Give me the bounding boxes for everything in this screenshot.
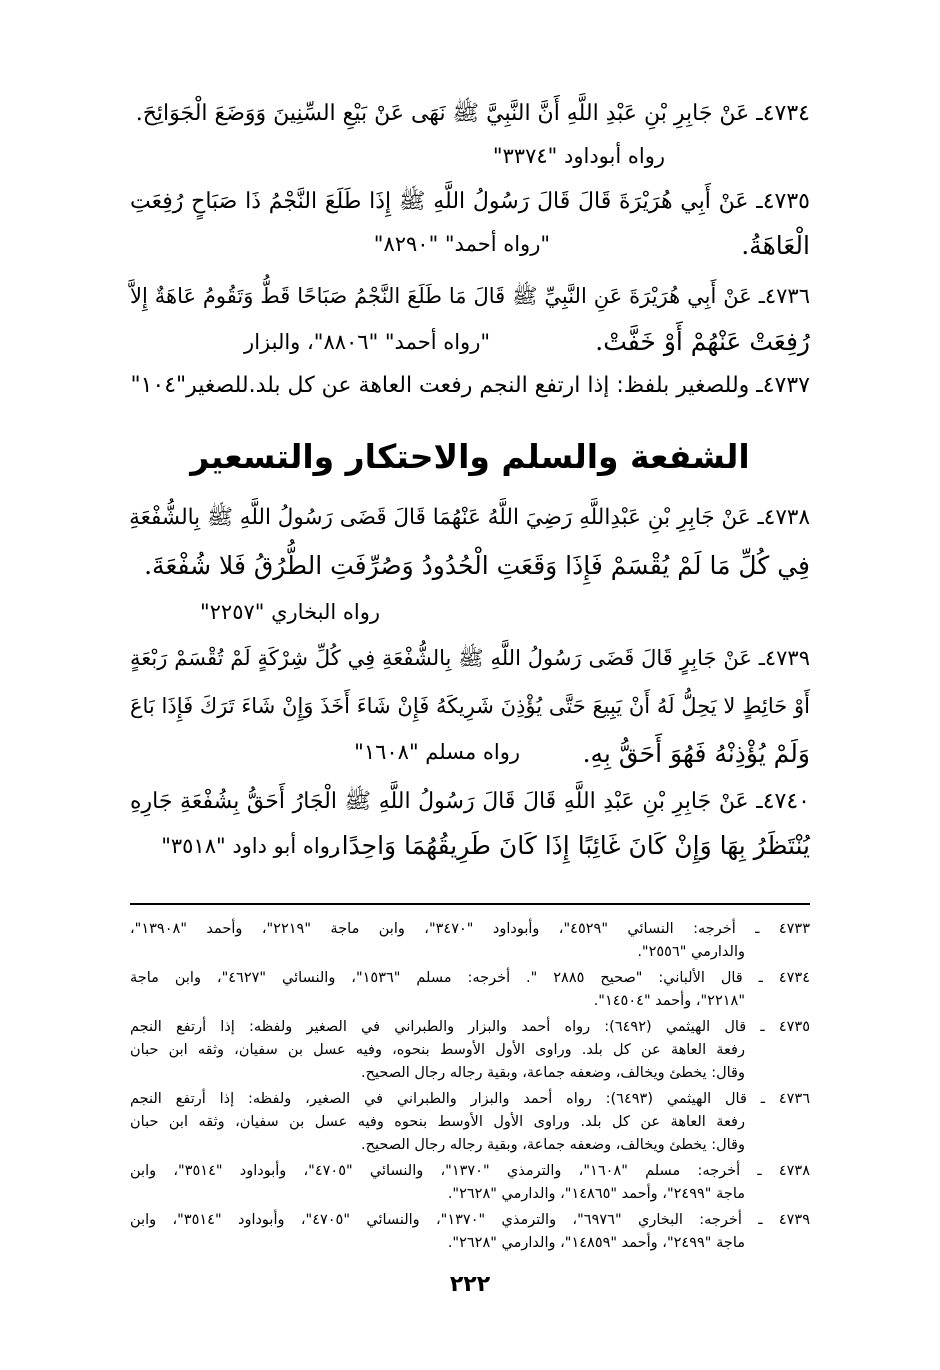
footnote-4738-line-2: ماجة "٢٤٩٩"، وأحمد "١٤٨٦٥"، والدارمي "٢٦٢٨". (447, 1186, 745, 1202)
hadith-4736-line-2: رُفِعَتْ عَنْهُمْ أَوْ خَفَّتْ. (595, 327, 810, 356)
hadith-4738-line-2: فِي كُلِّ مَا لَمْ يُقْسَمْ فَإِذَا وَقَعَتِ الْحُدُودُ وَصُرِّفَتِ الطُّرُقُ فَلا شُفْعَةَ. (144, 551, 810, 580)
footnote-4738-line-1: ٤٧٣٨ ـ أخرجه: مسلم "١٦٠٨"، والترمذي "١٣٧٠"، والنسائي "٤٧٠٥"، وأبوداود "٣٥١٤"، وابن (130, 1163, 810, 1179)
footnote-4733-line-2: والدارمي "٢٥٥٦". (637, 944, 745, 960)
hadith-4738-reference: رواه البخاري "٢٢٥٧" (199, 600, 380, 624)
hadith-4738-line-1: ٤٧٣٨ـ عَنْ جَابِرِ بْنِ عَبْدِاللَّهِ رَضِيَ اللَّهُ عَنْهُمَا قَالَ قَضَى رَسُولُ اللَّهِ ﷺ بِالشُّفْعَةِ (129, 505, 810, 530)
footnote-4739-line-1: ٤٧٣٩ ـ أخرجه: البخاري "٦٩٧٦"، والترمذي "١٣٧٠"، والنسائي "٤٧٠٥"، وأبوداود "٣٥١٤"، وابن (130, 1212, 810, 1228)
footnote-separator (130, 903, 810, 905)
footnote-4734-line-1: ٤٧٣٤ ـ قال الألباني: "صحيح ٢٨٨٥ ". أخرجه: مسلم "١٥٣٦"، والنسائي "٤٦٢٧"، وابن ماجة (130, 970, 810, 986)
hadith-4734-line-1: ٤٧٣٤ـ عَنْ جَابِرِ بْنِ عَبْدِ اللَّهِ أَنَّ النَّبِيَّ ﷺ نَهَى عَنْ بَيْعِ السِّنِينَ وَوَضَعَ الْجَوَائِحَ. (135, 101, 810, 126)
hadith-4740-line-1: ٤٧٤٠ـ عَنْ جَابِرِ بْنِ عَبْدِ اللَّهِ قَالَ قَالَ رَسُولُ اللَّهِ ﷺ الْجَارُ أَحَقُّ بِشُفْعَةِ جَارِهِ (130, 789, 810, 814)
hadith-4736-reference: "رواه أحمد" "٨٨٠٦"، والبزار (244, 330, 490, 354)
footnote-4739-line-2: ماجة "٢٤٩٩"، وأحمد "١٤٨٥٩"، والدارمي "٢٦٢٨". (447, 1235, 745, 1251)
hadith-4736-line-1: ٤٧٣٦ـ عَنْ أَبِي هُرَيْرَةَ عَنِ النَّبِيِّ ﷺ قَالَ مَا طَلَعَ النَّجْمُ صَبَاحًا قَطُّ وَتَقُومُ عَاهَةٌ إِلاَّ (130, 284, 810, 308)
footnote-4733-line-1: ٤٧٣٣ ـ أخرجه: النسائي "٤٥٢٩"، وأبوداود "٣٤٧٠"، وابن ماجة "٢٢١٩"، وأحمد "١٣٩٠٨"، (130, 921, 810, 937)
footnote-4736-line-1: ٤٧٣٦ ـ قال الهيثمي (٦٤٩٣): رواه أحمد والبزار والطبراني في الصغير، ولفظه: إذا أرتفع النجم (130, 1091, 810, 1107)
section-heading: الشفعة والسلم والاحتكار والتسعير (190, 437, 750, 476)
hadith-4739-reference: رواه مسلم "١٦٠٨" (354, 740, 520, 764)
hadith-4739-line-3: وَلَمْ يُؤْذِنْهُ فَهُوَ أَحَقُّ بِهِ. (582, 739, 810, 768)
hadith-4740-reference: رواه أبو داود "٣٥١٨" (161, 834, 340, 858)
hadith-4735-line-1: ٤٧٣٥ـ عَنْ أَبِي هُرَيْرَةَ قَالَ قَالَ رَسُولُ اللَّهِ ﷺ إِذَا طَلَعَ النَّجْمُ ذَا صَبَاحٍ رُفِعَتِ (130, 189, 810, 214)
hadith-4740-line-2: يُنْتَظَرُ بِهَا وَإِنْ كَانَ غَائِبًا إِذَا كَانَ طَرِيقُهُمَا وَاحِدًا. (333, 831, 810, 860)
footnote-4734-line-2: "٢٢١٨"، وأحمد "١٤٥٠٤". (593, 993, 745, 1009)
footnote-4736-line-2: رفعة العاهة عن كل بلد. وراوى الأول الأوسط بنحوه وفيه عسل بن سفيان، وثقه ابن حبان (130, 1114, 745, 1130)
hadith-4737-line-1: ٤٧٣٧ـ وللصغير بلفظ: إذا ارتفع النجم رفعت العاهة عن كل بلد.للصغير"١٠٤" (130, 373, 810, 398)
footnote-4735-line-1: ٤٧٣٥ ـ قال الهيثمي (٦٤٩٢): رواه أحمد والبزار والطبراني في الصغير ولفظه: إذا أرتفع النجم (130, 1019, 810, 1035)
footnote-4735-line-3: وقال: يخطئ ويخالف، وضعفه جماعة، وبقية رجاله رجال الصحيح. (361, 1065, 745, 1081)
page-number: ٢٢٢ (449, 1272, 491, 1297)
hadith-4735-line-2: الْعَاهَةُ. (741, 231, 810, 260)
footnote-4736-line-3: وقال: يخطئ ويخالف، وضعفه جماعة، وبقية رجاله رجال الصحيح. (361, 1137, 745, 1153)
hadith-4739-line-2: أَوْ حَائِطٍ لا يَحِلُّ لَهُ أَنْ يَبِيعَ حَتَّى يُؤْذِنَ شَرِيكَهُ فَإِنْ شَاءَ أَخَذَ وَإِنْ شَاءَ تَرَكَ فَإِذَا بَاعَ (130, 694, 810, 718)
hadith-4739-line-1: ٤٧٣٩ـ عَنْ جَابِرٍ قَالَ قَضَى رَسُولُ اللَّهِ ﷺ بِالشُّفْعَةِ فِي كُلِّ شِرْكَةٍ لَمْ تُقْسَمْ رَبْعَةٍ (130, 646, 810, 670)
hadith-4734-reference: رواه أبوداود "٣٣٧٤" (492, 144, 665, 168)
footnote-4735-line-2: رفعة العاهة عن كل بلد. وراوى الأول الأوسط بنحوه، وفيه عسل بن سفيان، وثقه ابن حبان (130, 1042, 745, 1058)
hadith-4735-reference: "رواه أحمد" "٨٢٩٠" (373, 232, 550, 256)
